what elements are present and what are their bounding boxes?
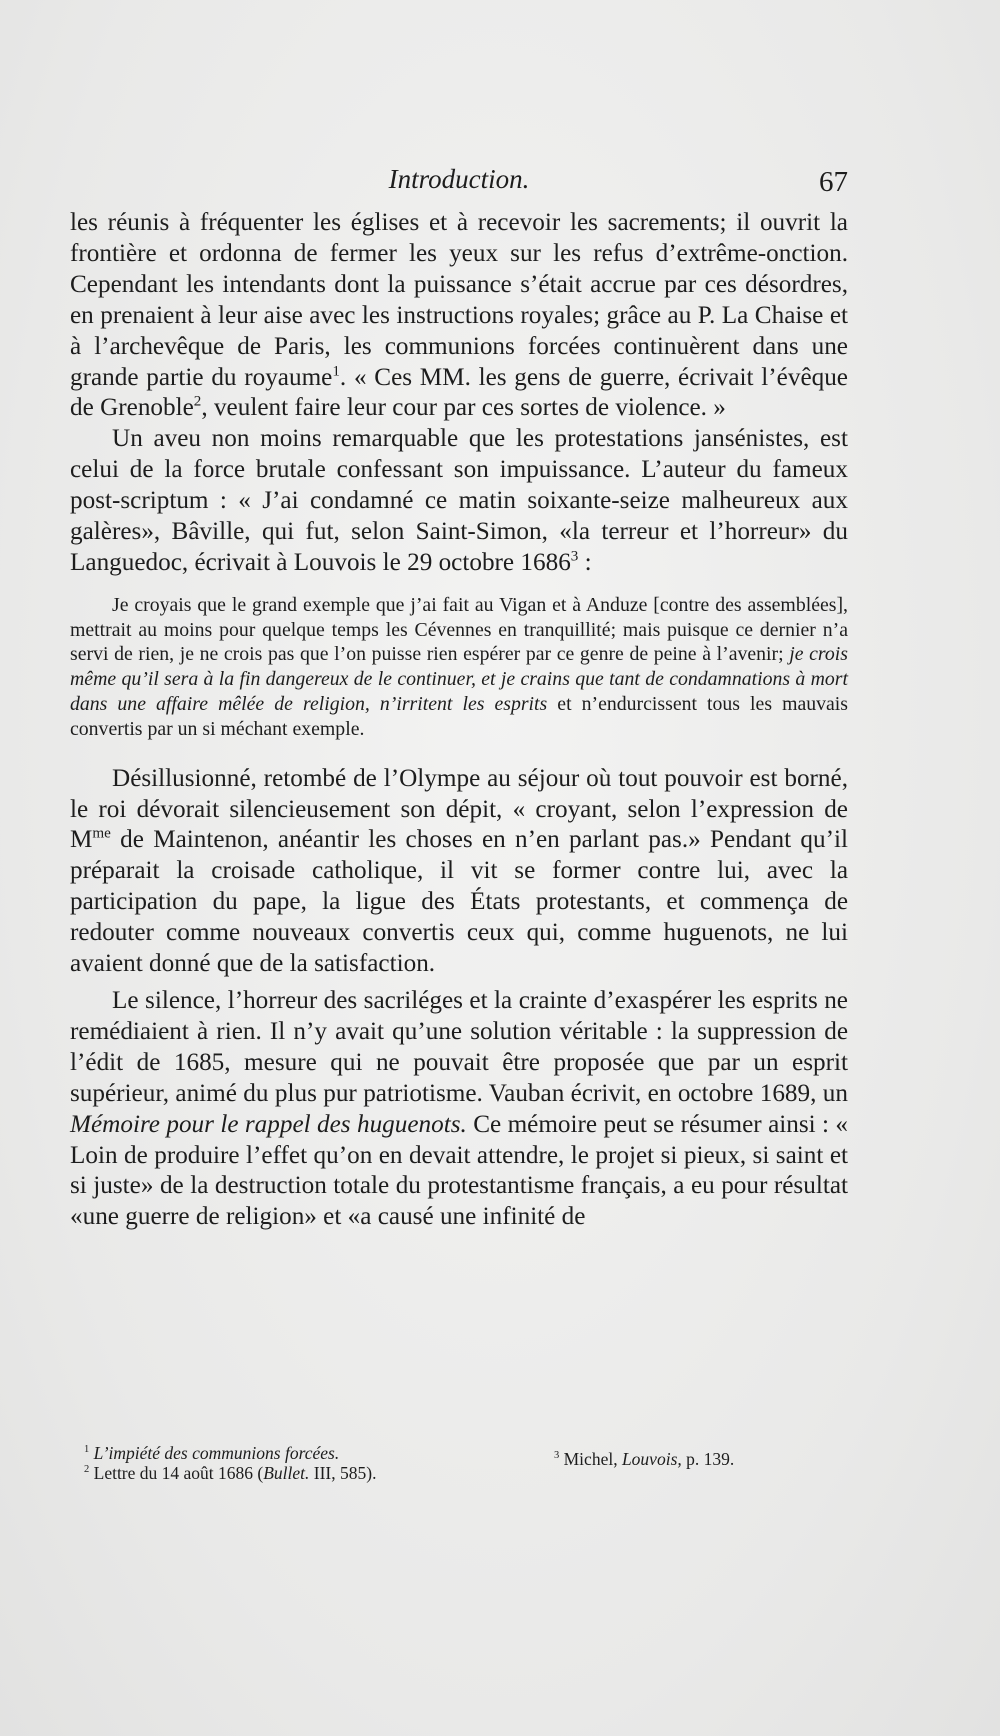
text-run: Désillusionné, retombé de l’Olympe au séjour où tout pouvoir est borné, le roi dévorait silencieusement son dépit, « croyant, selon l’expression de M <box>70 764 848 854</box>
running-header <box>70 160 848 200</box>
block-quote <box>70 593 848 742</box>
paragraph-2 <box>70 424 848 579</box>
footnote-number: 1 <box>84 1444 90 1456</box>
footnote-text: Lettre du 14 août 1686 ( <box>93 1463 264 1483</box>
text-run: de Maintenon, anéantir les choses en n’en parlant pas.» Pendant qu’il préparait la croisade catholique, il vit se former contre lui, avec la participation du pape, la ligue des États protestants, et commença de redouter comme nouveaux convertis ceux qui, comme huguenots, ne lui avaient donné que de la satisfaction. <box>70 826 848 978</box>
footnote-number: 3 <box>554 1450 560 1462</box>
page-number: 67 <box>819 166 848 198</box>
footnote-italic: Bullet. <box>263 1463 310 1483</box>
footnote-text: III, 585). <box>309 1463 377 1483</box>
text-run: les réunis à fréquenter les églises et à recevoir les sacrements; il ouvrit la frontière et ordonna de fermer les yeux sur les refus d’extrême-onction. Cependant les intendants dont la puissance s’était accrue par ces désordres, en prenaient à leur aise avec les instructions royales; grâce au P. La Chaise et à l’archevêque de Paris, les communions forcées continuèrent dans une grande partie du royaume <box>70 209 848 391</box>
footnote-italic: Louvois, <box>621 1449 682 1469</box>
superscript: me <box>92 826 111 843</box>
paragraph-3 <box>70 764 848 980</box>
footnote-2 <box>84 1463 464 1483</box>
footnote-ref-1: 1 <box>332 363 340 380</box>
footnote-text: L’impiété des communions forcées. <box>93 1443 340 1463</box>
footnote-text: p. 139. <box>681 1449 735 1469</box>
text-run: , veulent faire leur cour par ces sortes de violence. » <box>201 394 726 422</box>
footnotes-left <box>84 1443 464 1483</box>
running-title: Introduction. <box>388 164 530 194</box>
paragraph-4 <box>70 986 848 1233</box>
text-run: et n’endurcissent tous les mauvais convertis par un si méchant exemple. <box>70 693 849 740</box>
quote-paragraph <box>70 593 848 742</box>
text-run: Un aveu non moins remarquable que les protestations jansénistes, est celui de la force brutale confessant son impuissance. L’auteur du fameux post-scriptum : « J’ai condamné ce matin soixante-seize malheureux aux galères», Bâville, qui fut, selon Saint-Simon, «la terreur et l’horreur» du Languedoc, écrivait à Louvois le 29 octobre 1686 <box>70 425 848 576</box>
footnote-ref-3: 3 <box>570 548 579 565</box>
footnote-3 <box>554 1449 854 1469</box>
work-title: Mémoire pour le rappel des huguenots. <box>70 1110 467 1138</box>
text-run: Ce mémoire peut se résumer ainsi : « Loin de produire l’effet qu’on en devait attendre, le projet si pieux, si saint et si juste» de la destruction totale du protestantisme français, a eu pour résultat «une guerre de religion» et «a causé une infinité de <box>70 1110 848 1231</box>
footnote-text: Michel, <box>563 1449 622 1469</box>
text-run: Je croyais que le grand exemple que j’ai fait au Vigan et à Anduze [contre des assemblées], mettrait au moins pour quelque temps les Cévennes en tranquillité; mais puisque ce dernier n’a servi de rien, je ne crois pas que l’on puisse rien espérer par ce genre de peine à l’avenir; <box>70 593 848 666</box>
text-run: : <box>578 548 592 576</box>
footnotes-right <box>554 1449 854 1469</box>
footnote-1 <box>84 1443 464 1463</box>
footnote-number: 2 <box>84 1464 90 1476</box>
text-run: Le silence, l’horreur des sacriléges et la crainte d’exaspérer les esprits ne remédiaient à rien. Il n’y avait qu’une solution véritable : la suppression de l’édit de 1685, mesure qui ne pouvait être proposée que par un esprit supérieur, animé du plus pur patriotisme. Vauban écrivit, en octobre 1689, un <box>70 987 848 1107</box>
italic-emphasis: je crois même qu’il sera à la fin dangereux de le continuer, et je crains que tant de condamnations à mort dans une affaire mêlée de religion, n’irritent les esprits <box>70 643 848 716</box>
main-text <box>70 208 848 1233</box>
text-run: . « Ces MM. les gens de guerre, écrivait l’évêque de Grenoble <box>70 363 848 422</box>
paragraph-1 <box>70 208 848 424</box>
footnote-ref-2: 2 <box>193 394 202 411</box>
